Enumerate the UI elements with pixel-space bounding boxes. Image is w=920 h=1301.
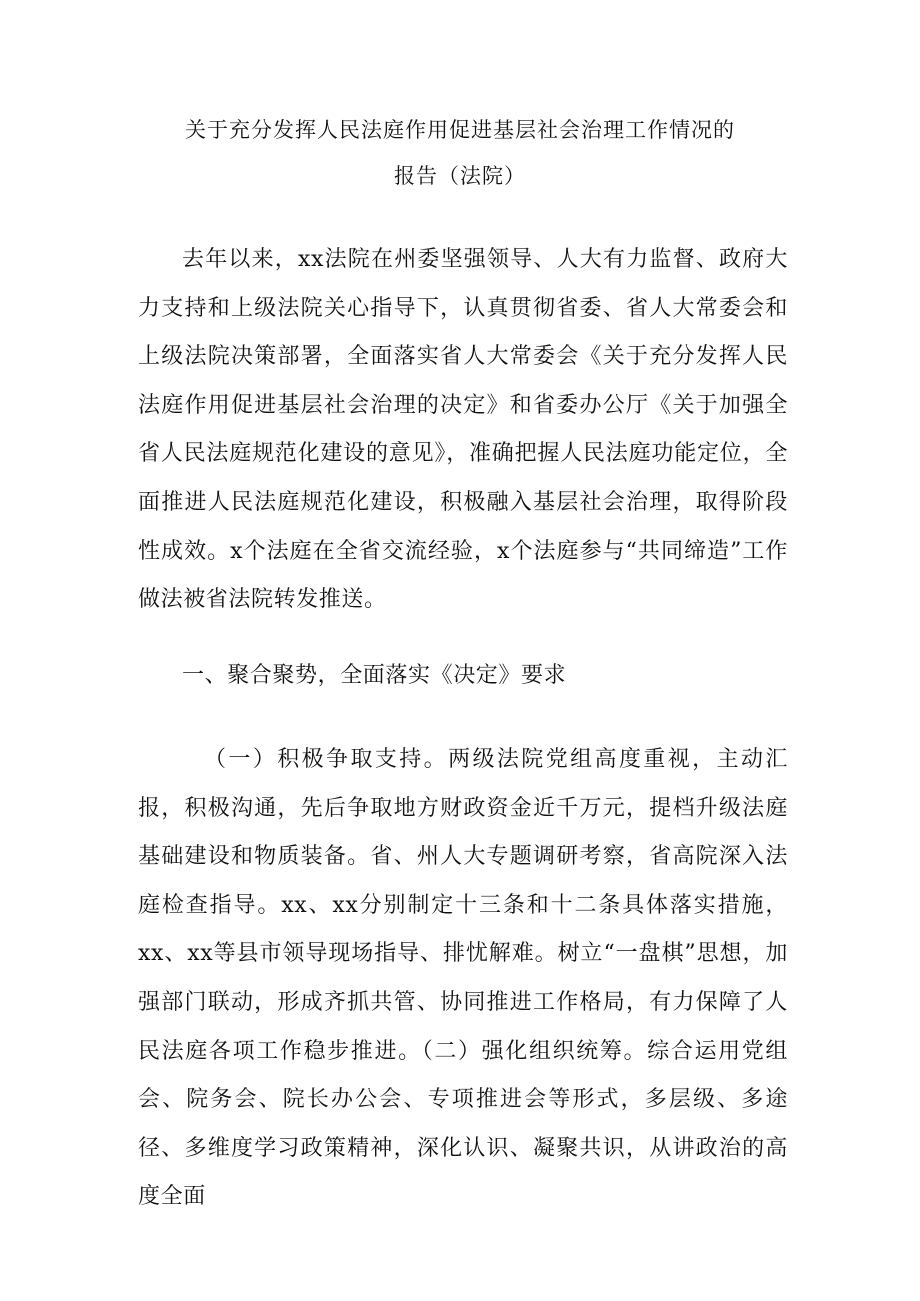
section-1-paragraph: （一）积极争取支持。两级法院党组高度重视，主动汇报，积极沟通，先后争取地方财政资金近千万元，提档升级法庭基础建设和物质装备。省、州人大专题调研考察，省高院深入法庭检查指导。xx、xx分别制定十三条和十二条具体落实措施，xx、xx等县市领导现场指导、排忧解难。树立“一盘棋”思想，加强部门联动，形成齐抓共管、协同推进工作格局，有力保障了人民法庭各项工作稳步推进。（二）强化组织统筹。综合运用党组会、院务会、院长办公会、专项推进会等形式，多层级、多途径、多维度学习政策精神，深化认识、凝聚共识，从讲政治的高度全面 xyxy=(138,747,788,1210)
document-title-line-1: 关于充分发挥人民法庭作用促进基层社会治理工作情况的 xyxy=(185,118,735,142)
section-heading-1: 一、聚合聚势，全面落实《决定》要求 xyxy=(182,663,567,688)
document-title-line-2: 报告（法院） xyxy=(394,164,526,188)
intro-paragraph: 去年以来，xx法院在州委坚强领导、人大有力监督、政府大力支持和上级法院关心指导下，认真贯彻省委、省人大常委会和上级法院决策部署，全面落实省人大常委会《关于充分发挥人民法庭作用促进基层社会治理的决定》和省委办公厅《关于加强全省人民法庭规范化建设的意见》，准确把握人民法庭功能定位，全面推进人民法庭规范化建设，积极融入基层社会治理，取得阶段性成效。x个法庭在全省交流经验，x个法庭参与“共同缔造”工作做法被省法院转发推送。 xyxy=(138,247,788,613)
